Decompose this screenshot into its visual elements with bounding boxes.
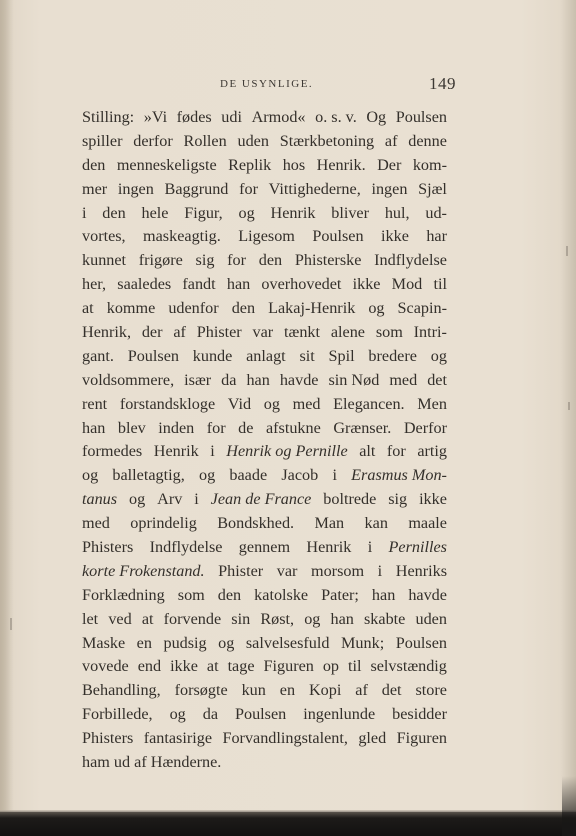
word: Forklædning xyxy=(82,585,165,604)
word: mer xyxy=(82,179,108,198)
word: Poulsen xyxy=(395,633,447,652)
word: sig xyxy=(388,490,408,509)
word: af xyxy=(384,131,398,150)
word: som xyxy=(177,585,205,604)
text-line xyxy=(82,655,447,679)
word: Pater; xyxy=(321,585,359,604)
word: for xyxy=(239,179,258,198)
word: her, xyxy=(82,275,107,294)
italic-title-text: Henrik og Pernille xyxy=(226,442,348,461)
word: og xyxy=(430,346,447,365)
text-line xyxy=(82,273,447,297)
word: hos xyxy=(282,155,306,174)
word: hul, xyxy=(384,203,410,222)
word: Poulsen xyxy=(127,346,179,365)
word: i xyxy=(377,561,383,580)
word: kom- xyxy=(412,155,447,174)
word: Poulsen xyxy=(395,108,447,126)
word: bliver xyxy=(331,203,370,222)
text-line xyxy=(82,679,447,703)
word: Jacob xyxy=(281,466,319,485)
text-line xyxy=(82,632,447,656)
word: Baggrund xyxy=(164,179,229,198)
text-line xyxy=(82,488,447,512)
word: Forbillede, xyxy=(82,705,153,724)
word: det xyxy=(427,370,447,389)
word: balletagtig, xyxy=(112,466,185,485)
word: har xyxy=(426,227,447,246)
running-header xyxy=(82,74,456,94)
word: han xyxy=(82,418,106,437)
word: Og xyxy=(366,108,387,126)
word: Stilling: xyxy=(82,108,135,126)
word: forsøgte xyxy=(174,681,228,700)
word: havde xyxy=(408,585,447,604)
word: og xyxy=(304,609,321,628)
page-number: 149 xyxy=(429,74,456,93)
word: for xyxy=(206,418,226,437)
word: menneskeligste xyxy=(116,155,217,174)
word: anlagt xyxy=(246,346,286,365)
word: fødes xyxy=(176,108,212,126)
word: blev xyxy=(117,418,146,437)
text-line xyxy=(82,369,447,393)
text-line xyxy=(82,225,447,249)
book-binding-strip xyxy=(0,812,576,836)
word: selvstændig xyxy=(370,657,447,676)
word: ud- xyxy=(425,203,447,222)
italic-title-text: Jean de France xyxy=(210,490,312,509)
italic-title-text: tanus xyxy=(82,490,118,509)
word: i xyxy=(210,442,215,461)
word: saaledes xyxy=(117,275,172,294)
page-gutter-shadow xyxy=(0,0,14,836)
word: var xyxy=(252,323,274,342)
word: »Vi xyxy=(143,108,168,126)
word: kan xyxy=(364,514,388,533)
word: Man xyxy=(314,514,345,533)
word: og xyxy=(368,299,385,318)
text-line xyxy=(82,464,447,488)
word: Stærkbetoning xyxy=(279,131,375,150)
word: havde xyxy=(279,370,319,389)
word: alt xyxy=(359,442,376,461)
word: Figuren xyxy=(263,657,314,676)
word: bredere xyxy=(368,346,417,365)
word: rent xyxy=(82,394,108,413)
word: og xyxy=(199,466,216,485)
word: Indflydelse xyxy=(374,251,447,270)
word: op xyxy=(322,657,340,676)
word: derfor xyxy=(133,131,173,150)
word: ikke xyxy=(352,275,381,294)
word: Phisters xyxy=(82,729,134,748)
word: baade xyxy=(229,466,268,485)
word: Ligesom xyxy=(238,227,295,246)
word: uden xyxy=(415,609,447,628)
text-line xyxy=(82,130,447,154)
word: sig xyxy=(195,251,215,270)
word: især xyxy=(184,370,212,389)
word: store xyxy=(415,681,447,700)
word: den xyxy=(82,155,106,174)
word: gant. xyxy=(82,346,114,365)
word: med xyxy=(389,370,418,389)
word: med xyxy=(82,514,110,533)
page-corner-shadow xyxy=(562,776,576,836)
word: salvelsesfuld xyxy=(245,633,330,652)
word: Phister xyxy=(196,323,242,342)
word: boltrede xyxy=(323,490,377,509)
italic-title-text: korte Frokenstand. xyxy=(82,561,205,580)
running-title: DE USYNLIGE. xyxy=(220,78,314,90)
margin-mark xyxy=(10,618,12,630)
word: da xyxy=(202,705,218,724)
word: Figuren xyxy=(396,729,447,748)
word: uden xyxy=(237,131,269,150)
word: og xyxy=(218,633,235,652)
word: og xyxy=(129,490,146,509)
word: i xyxy=(194,490,199,509)
word: afstukne xyxy=(265,418,321,437)
word: ingen xyxy=(371,179,408,198)
word: i xyxy=(367,538,373,557)
word: denne xyxy=(408,131,447,150)
word: overhovedet xyxy=(261,275,342,294)
word: Replik xyxy=(228,155,272,174)
word: Sjæl xyxy=(418,179,447,198)
word: Phisterske xyxy=(294,251,362,270)
text-line xyxy=(82,345,447,369)
word: af xyxy=(173,323,186,342)
word: de xyxy=(238,418,254,437)
word: en xyxy=(136,633,152,652)
word: han xyxy=(226,275,251,294)
word: Scapin- xyxy=(397,299,447,318)
word: Henriks xyxy=(395,561,447,580)
word: for xyxy=(227,251,247,270)
word: ikke xyxy=(381,227,409,246)
word: morsom xyxy=(311,561,365,580)
word: sin xyxy=(231,609,251,628)
word: fandt xyxy=(182,275,216,294)
word: Røst, xyxy=(260,609,295,628)
word: Henrik xyxy=(153,442,199,461)
word: at xyxy=(206,657,219,676)
word: med xyxy=(292,394,321,413)
word: af xyxy=(355,681,368,700)
word: Henrik, xyxy=(82,323,131,342)
text-line xyxy=(82,560,447,584)
word: for xyxy=(386,442,406,461)
word: til xyxy=(347,657,362,676)
word: ingen xyxy=(117,179,154,198)
word: og xyxy=(238,203,255,222)
word: komme xyxy=(106,299,156,318)
word: tage xyxy=(227,657,255,676)
word: Bondskhed. xyxy=(217,514,295,533)
word: forvende xyxy=(163,609,222,628)
word: han xyxy=(371,585,396,604)
word: Poulsen xyxy=(312,227,364,246)
text-line xyxy=(82,202,447,226)
word: kunde xyxy=(192,346,233,365)
text-line xyxy=(82,393,447,417)
word: kunnet xyxy=(82,251,127,270)
word: i xyxy=(332,466,337,485)
word: formedes xyxy=(82,442,143,461)
word: og xyxy=(169,705,186,724)
word: til xyxy=(433,275,447,294)
word: udi xyxy=(221,108,242,126)
word: Rollen xyxy=(183,131,227,150)
word: forstandskloge xyxy=(119,394,216,413)
text-line xyxy=(82,703,447,727)
word: den xyxy=(217,585,242,604)
word: i xyxy=(82,203,87,222)
word: Henrik. xyxy=(316,155,366,174)
word: skabte xyxy=(364,609,406,628)
word: Indflydelse xyxy=(149,538,223,557)
word: gled xyxy=(358,729,387,748)
word: gennem xyxy=(238,538,291,557)
word: pudsig xyxy=(163,633,207,652)
word: Figur, xyxy=(184,203,223,222)
text-line xyxy=(82,536,447,560)
word: o. s. v. xyxy=(315,108,357,126)
word: Munk; xyxy=(341,633,385,652)
text-line xyxy=(82,417,447,441)
body-text xyxy=(82,106,447,775)
word: oprindelig xyxy=(130,514,197,533)
word: Spil xyxy=(328,346,355,365)
text-line xyxy=(82,178,447,202)
italic-title-text: Erasmus Mon- xyxy=(351,466,447,485)
italic-title-text: Pernilles xyxy=(388,538,447,557)
word: let xyxy=(82,609,99,628)
text-line xyxy=(82,154,447,178)
word: katolske xyxy=(254,585,309,604)
text-line xyxy=(82,297,447,321)
word: Elegancen. xyxy=(333,394,405,413)
word: Phisters xyxy=(82,538,134,557)
word: at xyxy=(141,609,154,628)
text-line xyxy=(82,440,447,464)
word: vovede xyxy=(82,657,129,676)
word: Henrik xyxy=(270,203,316,222)
text-line xyxy=(82,584,447,608)
word: den xyxy=(258,251,283,270)
word: en xyxy=(279,681,296,700)
word: ikke xyxy=(419,490,447,509)
word: inden xyxy=(158,418,195,437)
word: vortes, xyxy=(82,227,126,246)
word: maale xyxy=(408,514,447,533)
word: Grænser. xyxy=(333,418,392,437)
word: han xyxy=(246,370,270,389)
word: og xyxy=(82,466,99,485)
word: Lakaj-Henrik xyxy=(268,299,356,318)
word: ingenlunde xyxy=(303,705,376,724)
word: som xyxy=(375,323,403,342)
text-line xyxy=(82,608,447,632)
word: da xyxy=(221,370,237,389)
word: frigøre xyxy=(138,251,183,270)
text-line xyxy=(82,321,447,345)
word: Phister xyxy=(218,561,264,580)
word: Henrik xyxy=(306,538,352,557)
word: tænkt xyxy=(284,323,321,342)
word: Armod« xyxy=(251,108,306,126)
word: Kopi xyxy=(308,681,342,700)
word: maskeagtig. xyxy=(143,227,221,246)
word: der xyxy=(141,323,163,342)
word: besidder xyxy=(392,705,447,724)
text-line xyxy=(82,512,447,536)
word: hele xyxy=(141,203,169,222)
word: Men xyxy=(417,394,447,413)
word: Intri- xyxy=(413,323,447,342)
word: Forvandlingstalent, xyxy=(222,729,348,748)
word: end xyxy=(137,657,162,676)
word: kun xyxy=(241,681,266,700)
word: han xyxy=(330,609,354,628)
text-line xyxy=(82,751,447,775)
word: det xyxy=(381,681,402,700)
word: Maske xyxy=(82,633,126,652)
word: sit xyxy=(299,346,315,365)
word: ved xyxy=(108,609,132,628)
word: Vid xyxy=(227,394,252,413)
word: Der xyxy=(377,155,402,174)
word: alene xyxy=(330,323,365,342)
word: den xyxy=(231,299,256,318)
word: udenfor xyxy=(168,299,219,318)
word: var xyxy=(276,561,298,580)
word: spiller xyxy=(82,131,123,150)
word: ikke xyxy=(170,657,198,676)
text-line xyxy=(82,249,447,273)
text-line xyxy=(82,727,447,751)
margin-mark xyxy=(566,246,568,256)
word: og xyxy=(263,394,280,413)
word: Poulsen xyxy=(234,705,287,724)
word: fantasirige xyxy=(143,729,213,748)
text-line xyxy=(82,106,447,130)
word: voldsommere, xyxy=(82,370,175,389)
word: Vittighederne, xyxy=(268,179,361,198)
word: ham ud af Hænderne. xyxy=(82,753,222,772)
word: artig xyxy=(417,442,447,461)
word: at xyxy=(82,299,94,318)
word: Derfor xyxy=(403,418,447,437)
word: sin Nød xyxy=(328,370,380,389)
word: Mod xyxy=(391,275,423,294)
margin-mark xyxy=(568,402,570,410)
word: den xyxy=(102,203,126,222)
word: Arv xyxy=(157,490,183,509)
word: Behandling, xyxy=(82,681,161,700)
